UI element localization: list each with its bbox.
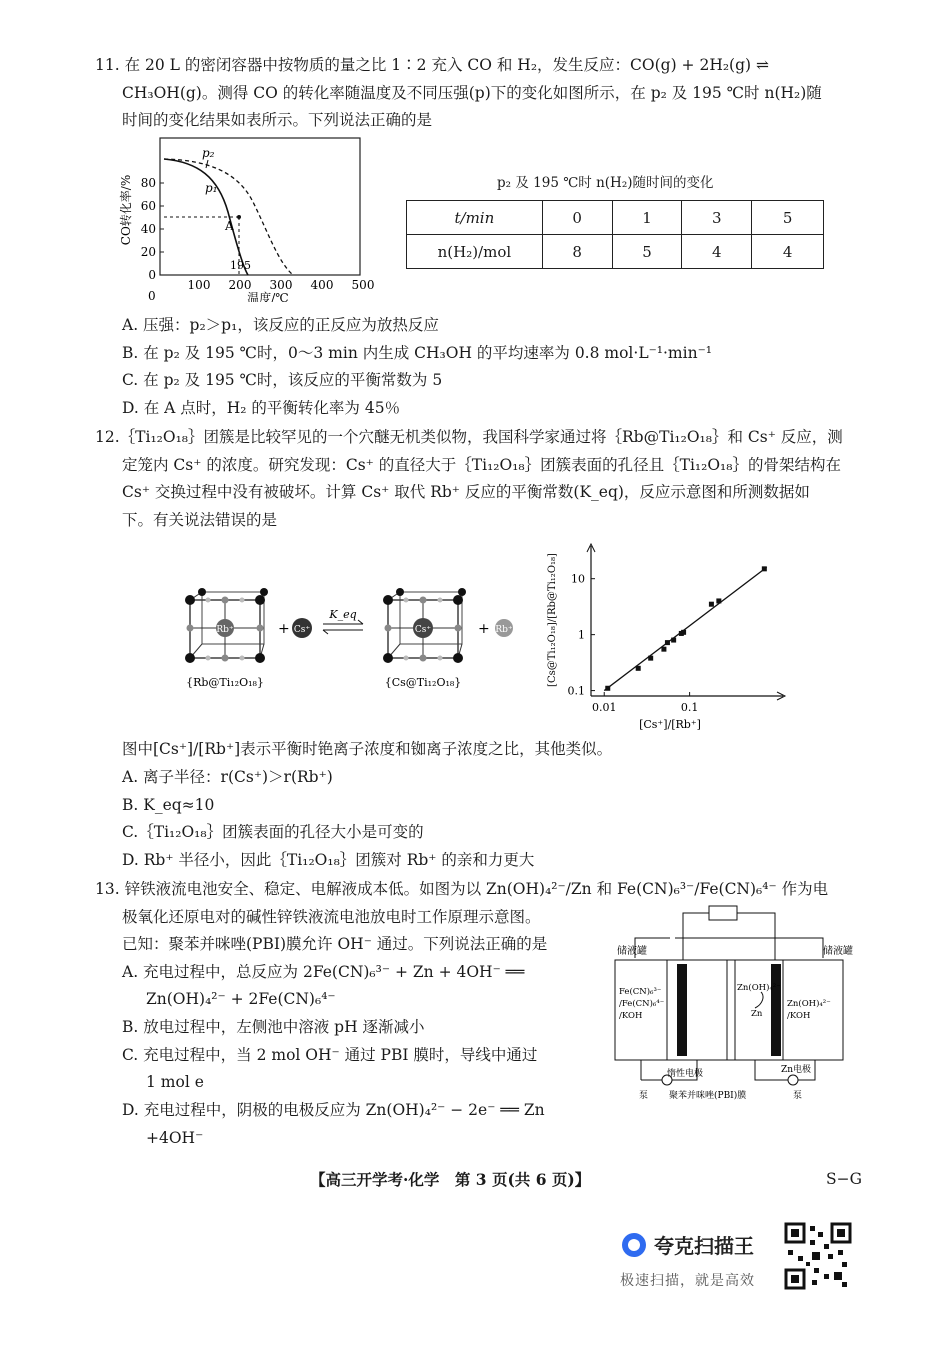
label-p2: p₂: [202, 146, 215, 160]
table-cell: 8: [542, 235, 612, 269]
left-sol-3: /KOH: [619, 1011, 643, 1021]
pump-left-label: 泵: [639, 1091, 649, 1101]
x-tick-400: 400: [310, 278, 334, 292]
h2-time-table: [406, 200, 824, 269]
zn-electrode-label: Zn电极: [781, 1065, 812, 1075]
y-tick-40: 40: [140, 222, 156, 236]
q12-option-d: D. Rb⁺ 半径小，因此｛Ti₁₂O₁₈｝团簇对 Rb⁺ 的亲和力更大: [122, 851, 535, 869]
cs-cluster: [383, 588, 466, 663]
plot-x-tick: 0.01: [591, 701, 617, 714]
q12-option-b: B. K_eq≈10: [122, 796, 215, 814]
data-point: [648, 656, 653, 661]
data-point: [636, 666, 641, 671]
cs-ion-label: Cs⁺: [293, 625, 311, 635]
cell-zn: Zn: [751, 1009, 763, 1019]
pbi-membrane: [727, 960, 735, 1060]
label-p1: p₁: [205, 181, 218, 195]
plot-xlabel: [Cs⁺]/[Rb⁺]: [639, 718, 701, 731]
label-a: A: [225, 219, 234, 233]
q11-line-1: 11. 在 20 L 的密闭容器中按物质的量之比 1∶2 充入 CO 和 H₂，发生反应：CO(g) + 2H₂(g) ⇌: [95, 56, 769, 74]
x-tick-0: 0: [148, 289, 156, 302]
point-a: [237, 215, 241, 219]
q12-option-a: A. 离子半径：r(Cs⁺)＞r(Rb⁺): [122, 768, 333, 786]
label-195: 195: [230, 259, 251, 272]
table-cell: 0: [542, 201, 612, 235]
y-tick-20: 20: [140, 245, 156, 259]
table-cell: 3: [682, 201, 752, 235]
fit-line: [604, 567, 766, 690]
table-cell: 5: [752, 201, 824, 235]
brand-slogan: 极速扫描，就是高效: [620, 1273, 755, 1289]
q13-option-c: C. 充电过程中，当 2 mol OH⁻ 通过 PBI 膜时，导线中通过: [122, 1046, 538, 1064]
q13-option-d: D. 充电过程中，阴极的电极反应为 Zn(OH)₄²⁻ − 2e⁻ ══ Zn: [122, 1101, 545, 1119]
tank-left-label: 储液罐: [617, 946, 647, 957]
membrane-label: 聚苯并咪唑(PBI)膜: [669, 1091, 747, 1101]
data-point: [671, 638, 676, 643]
q13-option-c-cont: 1 mol e: [146, 1073, 204, 1091]
table-cell: 5: [612, 235, 682, 269]
q13-line-1: 13. 锌铁液流电池安全、稳定、电解液成本低。如图为以 Zn(OH)₄²⁻/Zn 和 Fe(CN)₆³⁻/Fe(CN)₆⁴⁻ 作为电: [95, 880, 829, 898]
q12-line-3: Cs⁺ 交换过程中没有被破坏。计算 Cs⁺ 取代 Rb⁺ 反应的平衡常数(K_eq)，反应示意图和所测数据如: [122, 483, 810, 501]
x-tick-300: 300: [269, 278, 293, 292]
y-tick-80: 80: [140, 176, 156, 190]
keq-log-plot: [535, 538, 790, 738]
x-tick-200: 200: [228, 278, 252, 292]
q11-option-a: A. 压强：p₂＞p₁，该反应的正反应为放热反应: [122, 316, 439, 334]
data-point: [661, 647, 666, 652]
rb-cluster: [185, 588, 268, 663]
q11-line-3: 时间的变化结果如表所示。下列说法正确的是: [122, 111, 433, 129]
q12-note: 图中[Cs⁺]/[Rb⁺]表示平衡时铯离子浓度和铷离子浓度之比，其他类似。: [122, 740, 613, 758]
qr-code: [784, 1222, 852, 1290]
cell-species: Zn(OH)₄²⁻: [737, 983, 781, 993]
plot-ylabel: [Cs@Ti₁₂O₁₈]/[Rb@Ti₁₂O₁₈]: [547, 553, 558, 687]
rb-ion-label: Rb⁺: [495, 625, 513, 635]
page-footer: 【高三开学考·化学 第 3 页(共 6 页)】: [310, 1170, 591, 1189]
q13-option-b: B. 放电过程中，左侧池中溶液 pH 逐渐减小: [122, 1018, 425, 1036]
q11-option-b: B. 在 p₂ 及 195 ℃时，0～3 min 内生成 CH₃OH 的平均速率为 0.8 mol·L⁻¹·min⁻¹: [122, 344, 712, 362]
plus-2: +: [478, 621, 490, 637]
table-cell: 4: [752, 235, 824, 269]
q12-line-1: 12.｛Ti₁₂O₁₈｝团簇是比较罕见的一个穴醚无机类似物，我国科学家通过将｛Rb@Ti₁₂O₁₈｝和 Cs⁺ 反应，测: [95, 428, 843, 446]
left-cluster-label: {Rb@Ti₁₂O₁₈}: [186, 676, 264, 689]
table-cell: 1: [612, 201, 682, 235]
q13-line-3: 已知：聚苯并咪唑(PBI)膜允许 OH⁻ 通过。下列说法正确的是: [122, 935, 548, 953]
q13-option-d-cont: +4OH⁻: [146, 1129, 204, 1147]
data-point: [709, 602, 714, 607]
q11-option-d: D. 在 A 点时，H₂ 的平衡转化率为 45％: [122, 399, 401, 417]
pump-right: [788, 1075, 798, 1085]
load-resistor: [709, 906, 737, 920]
plot-y-tick: 0.1: [567, 684, 585, 698]
y-tick-60: 60: [140, 199, 156, 213]
q13-line-2: 极氧化还原电对的碱性锌铁液流电池放电时工作原理示意图。: [122, 908, 541, 926]
co-conversion-graph: [118, 132, 383, 302]
table-caption: p₂ 及 195 ℃时 n(H₂)随时间的变化: [497, 175, 714, 191]
table-cell: t/min: [407, 201, 543, 235]
flow-battery-diagram: [605, 900, 865, 1110]
reaction-scheme: [180, 588, 525, 693]
q12-line-4: 下。有关说法错误的是: [122, 511, 278, 529]
q13-option-a-cont: Zn(OH)₄²⁻ + 2Fe(CN)₆⁴⁻: [146, 990, 336, 1008]
data-point: [665, 640, 670, 645]
table-cell: 4: [682, 235, 752, 269]
data-point: [762, 566, 767, 571]
left-sol-2: /Fe(CN)₆⁴⁻: [619, 999, 665, 1009]
right-cluster-label: {Cs@Ti₁₂O₁₈}: [384, 676, 462, 689]
brand-logo-icon: [622, 1233, 646, 1257]
plot-y-tick: 1: [578, 628, 585, 642]
keq-label: K_eq: [329, 608, 357, 621]
x-tick-500: 500: [351, 278, 375, 292]
plot-x-tick: 0.1: [680, 701, 699, 714]
q11-line-2: CH₃OH(g)。测得 CO 的转化率随温度及不同压强(p)下的变化如图所示，在 p₂ 及 195 ℃时 n(H₂)随: [122, 84, 822, 102]
graph-xlabel: 温度/℃: [247, 291, 289, 302]
q13-option-a: A. 充电过程中，总反应为 2Fe(CN)₆³⁻ + Zn + 4OH⁻ ══: [122, 963, 525, 981]
x-tick-100: 100: [187, 278, 211, 292]
tank-right-label: 储液罐: [823, 946, 853, 957]
graph-ylabel: CO转化率/%: [119, 174, 133, 246]
q11-option-c: C. 在 p₂ 及 195 ℃时，该反应的平衡常数为 5: [122, 371, 443, 389]
y-tick-0: 0: [148, 268, 156, 282]
page-code: S−G: [826, 1170, 862, 1188]
plot-y-tick: 10: [571, 572, 585, 586]
right-sol-2: /KOH: [787, 1011, 811, 1021]
data-point: [681, 630, 686, 635]
tank-right: [783, 960, 843, 1060]
inert-electrode-label: 惰性电极: [667, 1069, 704, 1079]
inert-electrode: [677, 964, 687, 1056]
data-point: [605, 686, 610, 691]
zn-electrode: [771, 964, 781, 1056]
brand-name: 夸克扫描王: [654, 1234, 754, 1258]
pump-right-label: 泵: [793, 1091, 803, 1101]
tank-left: [615, 960, 667, 1060]
table-cell: n(H₂)/mol: [407, 235, 543, 269]
right-sol-1: Zn(OH)₄²⁻: [787, 999, 831, 1009]
plus-1: +: [278, 621, 290, 637]
inner-cs-label: Cs⁺: [414, 625, 432, 635]
q12-line-2: 定笼内 Cs⁺ 的浓度。研究发现：Cs⁺ 的直径大于｛Ti₁₂O₁₈｝团簇表面的孔径且｛Ti₁₂O₁₈｝的骨架结构在: [122, 456, 841, 474]
left-sol-1: Fe(CN)₆³⁻: [619, 987, 662, 997]
data-point: [716, 598, 721, 603]
inner-rb-label: Rb⁺: [216, 625, 234, 635]
q12-option-c: C.｛Ti₁₂O₁₈｝团簇表面的孔径大小是可变的: [122, 823, 424, 841]
